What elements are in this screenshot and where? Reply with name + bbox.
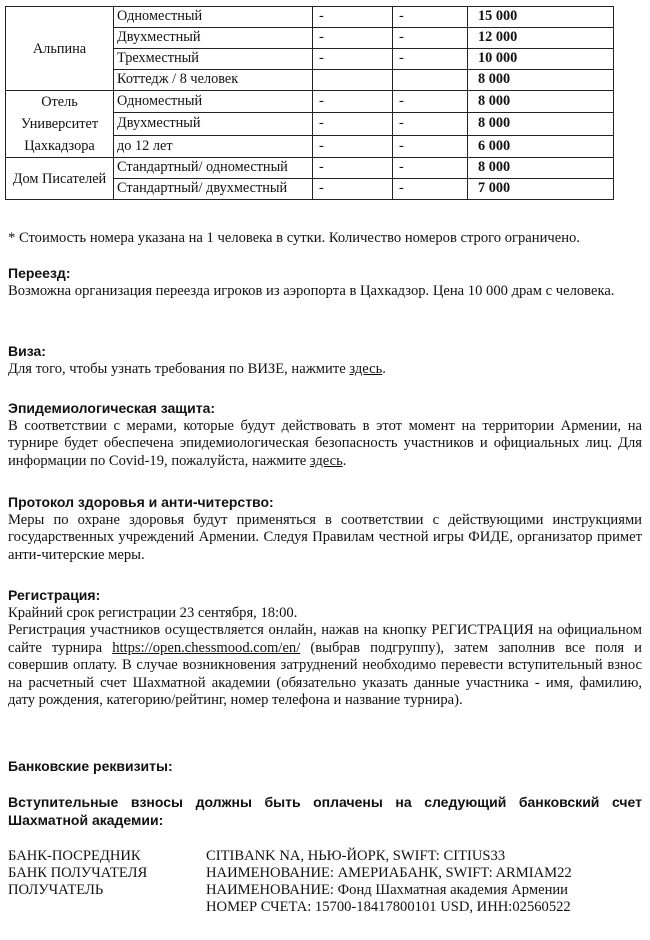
epidemic-text: В соответствии с мерами, которые будут действовать в этот момент на территории Армении, на турнире будет обеспечена эпидемиологическая безопасность участников и официальных лиц. Для информации по Covid-19, пожалуйста, нажмите	[8, 417, 642, 469]
col-cell: -	[393, 179, 468, 200]
col-cell	[393, 70, 468, 91]
registration-paragraph	[8, 622, 642, 710]
intermediary-bank-value: CITIBANK NA, НЬЮ-ЙОРК, SWIFT: CITIUS33	[206, 848, 506, 864]
intermediary-bank-label: БАНК-ПОСРЕДНИК	[8, 848, 141, 864]
epidemic-paragraph	[8, 418, 642, 471]
registration-deadline: Крайний срок регистрации 23 сентября, 18:00.	[8, 604, 298, 621]
room-type-cell: Одноместный	[114, 91, 313, 113]
visa-paragraph	[8, 361, 642, 379]
transfer-heading: Переезд:	[8, 265, 71, 281]
col-cell: -	[393, 91, 468, 113]
visa-link[interactable]: здесь	[349, 360, 383, 377]
beneficiary-bank-value: НАИМЕНОВАНИЕ: АМЕРИАБАНК, SWIFT: ARMIAM22	[206, 865, 572, 881]
registration-heading: Регистрация:	[8, 587, 101, 603]
col-cell: -	[393, 28, 468, 49]
table-row	[6, 7, 614, 28]
table-row	[6, 158, 614, 179]
registration-text-before: Регистрация участников осуществляется онлайн, нажав на кнопку РЕГИСТРАЦИЯ на официальном сайте турнира	[8, 622, 642, 656]
price-cell: 8 000	[468, 91, 614, 113]
visa-section	[8, 343, 642, 378]
col-cell: -	[393, 49, 468, 70]
col-cell: -	[313, 158, 393, 179]
price-cell: 8 000	[468, 113, 614, 135]
col-cell: -	[313, 179, 393, 200]
transfer-section	[8, 265, 642, 300]
bank-details-heading: Банковские реквизиты:	[8, 758, 173, 774]
recipient-name-value: НАИМЕНОВАНИЕ: Фонд Шахматная академия Армении	[206, 882, 568, 898]
transfer-text: Возможна организация переезда игроков из аэропорта в Цахкадзор. Цена 10 000 драм с человека.	[8, 282, 615, 299]
visa-heading: Виза:	[8, 343, 46, 359]
room-type-cell: Коттедж / 8 человек	[114, 70, 313, 91]
health-section	[8, 494, 642, 564]
col-cell: -	[313, 91, 393, 113]
recipient-label: ПОЛУЧАТЕЛЬ	[8, 882, 104, 898]
fees-section	[8, 794, 642, 829]
hotel-name-cell: Дом Писателей	[6, 158, 114, 200]
beneficiary-bank-label: БАНК ПОЛУЧАТЕЛЯ	[8, 865, 148, 881]
rooms-table	[5, 6, 614, 200]
col-cell: -	[313, 113, 393, 135]
fees-heading: Вступительные взносы должны быть оплачены на следующий банковский счет Шахматной академии:	[8, 794, 642, 828]
col-cell: -	[393, 135, 468, 157]
room-type-cell: Стандартный/ двухместный	[114, 179, 313, 200]
col-cell: -	[313, 7, 393, 28]
room-type-cell: Одноместный	[114, 7, 313, 28]
price-cell: 8 000	[468, 70, 614, 91]
registration-text-after: (выбрав подгруппу), затем заполнив все поля и совершив оплату. В случае возникновения затруднений необходимо перевести вступительный взнос на расчетный счет Шахматной академии (обязательно указать данные участника - имя, фамилию, дату рождения, категорию/рейтинг, номер телефона и название турнира).	[8, 639, 642, 708]
registration-site-link[interactable]: https://open.chessmood.com/en/	[112, 639, 301, 656]
epidemic-text-end: .	[342, 452, 347, 469]
room-type-cell: до 12 лет	[114, 135, 313, 157]
epidemic-section	[8, 400, 642, 470]
col-cell	[313, 70, 393, 91]
rooms-table-body	[6, 7, 614, 200]
hotel-name-cell: Альпина	[6, 7, 114, 91]
col-cell: -	[393, 113, 468, 135]
visa-text-end: .	[382, 360, 386, 377]
col-cell: -	[313, 28, 393, 49]
room-price-note: * Стоимость номера указана на 1 человека в сутки. Количество номеров строго ограничено.	[8, 230, 580, 246]
price-cell: 10 000	[468, 49, 614, 70]
visa-text: Для того, чтобы узнать требования по ВИЗЕ, нажмите	[8, 360, 350, 377]
col-cell: -	[313, 49, 393, 70]
price-cell: 6 000	[468, 135, 614, 157]
registration-section	[8, 587, 642, 710]
table-row	[6, 91, 614, 113]
health-text: Меры по охране здоровья будут применяться в соответствии с действующими инструкциями государственных учреждений Армении. Следуя Правилам честной игры ФИДЕ, организатор примет анти-читерские меры.	[8, 511, 642, 563]
account-number-value: НОМЕР СЧЕТА: 15700-18417800101 USD, ИНН:02560522	[206, 899, 571, 915]
col-cell: -	[313, 135, 393, 157]
col-cell: -	[393, 158, 468, 179]
price-cell: 15 000	[468, 7, 614, 28]
bank-details-section	[8, 758, 642, 776]
hotel-name-cell: Отель Университет Цахкадзора	[6, 91, 114, 158]
price-cell: 7 000	[468, 179, 614, 200]
room-type-cell: Трехместный	[114, 49, 313, 70]
health-heading: Протокол здоровья и анти-читерство:	[8, 494, 274, 510]
room-type-cell: Стандартный/ одноместный	[114, 158, 313, 179]
col-cell: -	[393, 7, 468, 28]
price-cell: 12 000	[468, 28, 614, 49]
room-type-cell: Двухместный	[114, 28, 313, 49]
covid-info-link[interactable]: здесь	[309, 452, 343, 469]
room-type-cell: Двухместный	[114, 113, 313, 135]
epidemic-heading: Эпидемиологическая защита:	[8, 400, 216, 416]
price-cell: 8 000	[468, 158, 614, 179]
